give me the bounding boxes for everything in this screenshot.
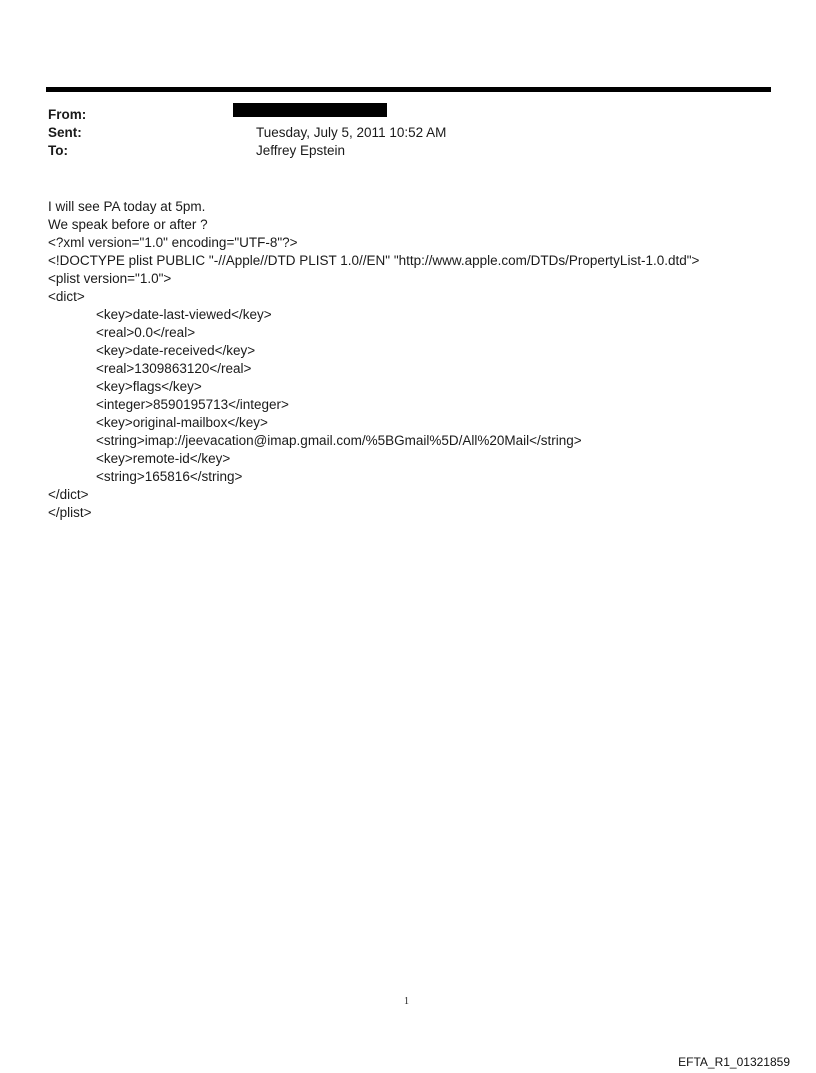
dict-line: <real>0.0</real> (96, 325, 196, 340)
dict-line: <integer>8590195713</integer> (96, 397, 289, 412)
dict-line: <key>remote-id</key> (96, 451, 231, 466)
page-number: 1 (404, 996, 409, 1007)
dict-line: <string>165816</string> (96, 469, 243, 484)
sent-value: Tuesday, July 5, 2011 10:52 AM (256, 125, 447, 140)
dict-line: <key>original-mailbox</key> (96, 415, 268, 430)
to-label: To: (48, 143, 68, 158)
body-line: <plist version="1.0"> (48, 271, 172, 286)
dict-line: <key>flags</key> (96, 379, 202, 394)
body-line: We speak before or after ? (48, 217, 208, 232)
header-rule (46, 87, 771, 92)
email-body (48, 198, 788, 522)
dict-line: <string>imap://jeevacation@imap.gmail.com/%5BGmail%5D/All%20Mail</string> (96, 433, 582, 448)
document-id: EFTA_R1_01321859 (678, 1055, 790, 1069)
sent-row (48, 124, 748, 142)
body-line: </dict> (48, 487, 89, 502)
from-row (48, 106, 748, 124)
sent-label: Sent: (48, 125, 82, 140)
to-row (48, 142, 748, 160)
dict-line: <key>date-last-viewed</key> (96, 307, 272, 322)
dict-line: <real>1309863120</real> (96, 361, 252, 376)
body-line: <dict> (48, 289, 85, 304)
body-line: <!DOCTYPE plist PUBLIC "-//Apple//DTD PLIST 1.0//EN" "http://www.apple.com/DTDs/PropertyList-1.0.dtd"> (48, 253, 700, 268)
dict-line: <key>date-received</key> (96, 343, 256, 358)
from-label: From: (48, 107, 87, 122)
redaction-bar (233, 103, 387, 117)
body-line: <?xml version="1.0" encoding="UTF-8"?> (48, 235, 298, 250)
to-value: Jeffrey Epstein (256, 143, 346, 158)
body-line: I will see PA today at 5pm. (48, 199, 206, 214)
email-header (48, 106, 748, 160)
body-line: </plist> (48, 505, 92, 520)
